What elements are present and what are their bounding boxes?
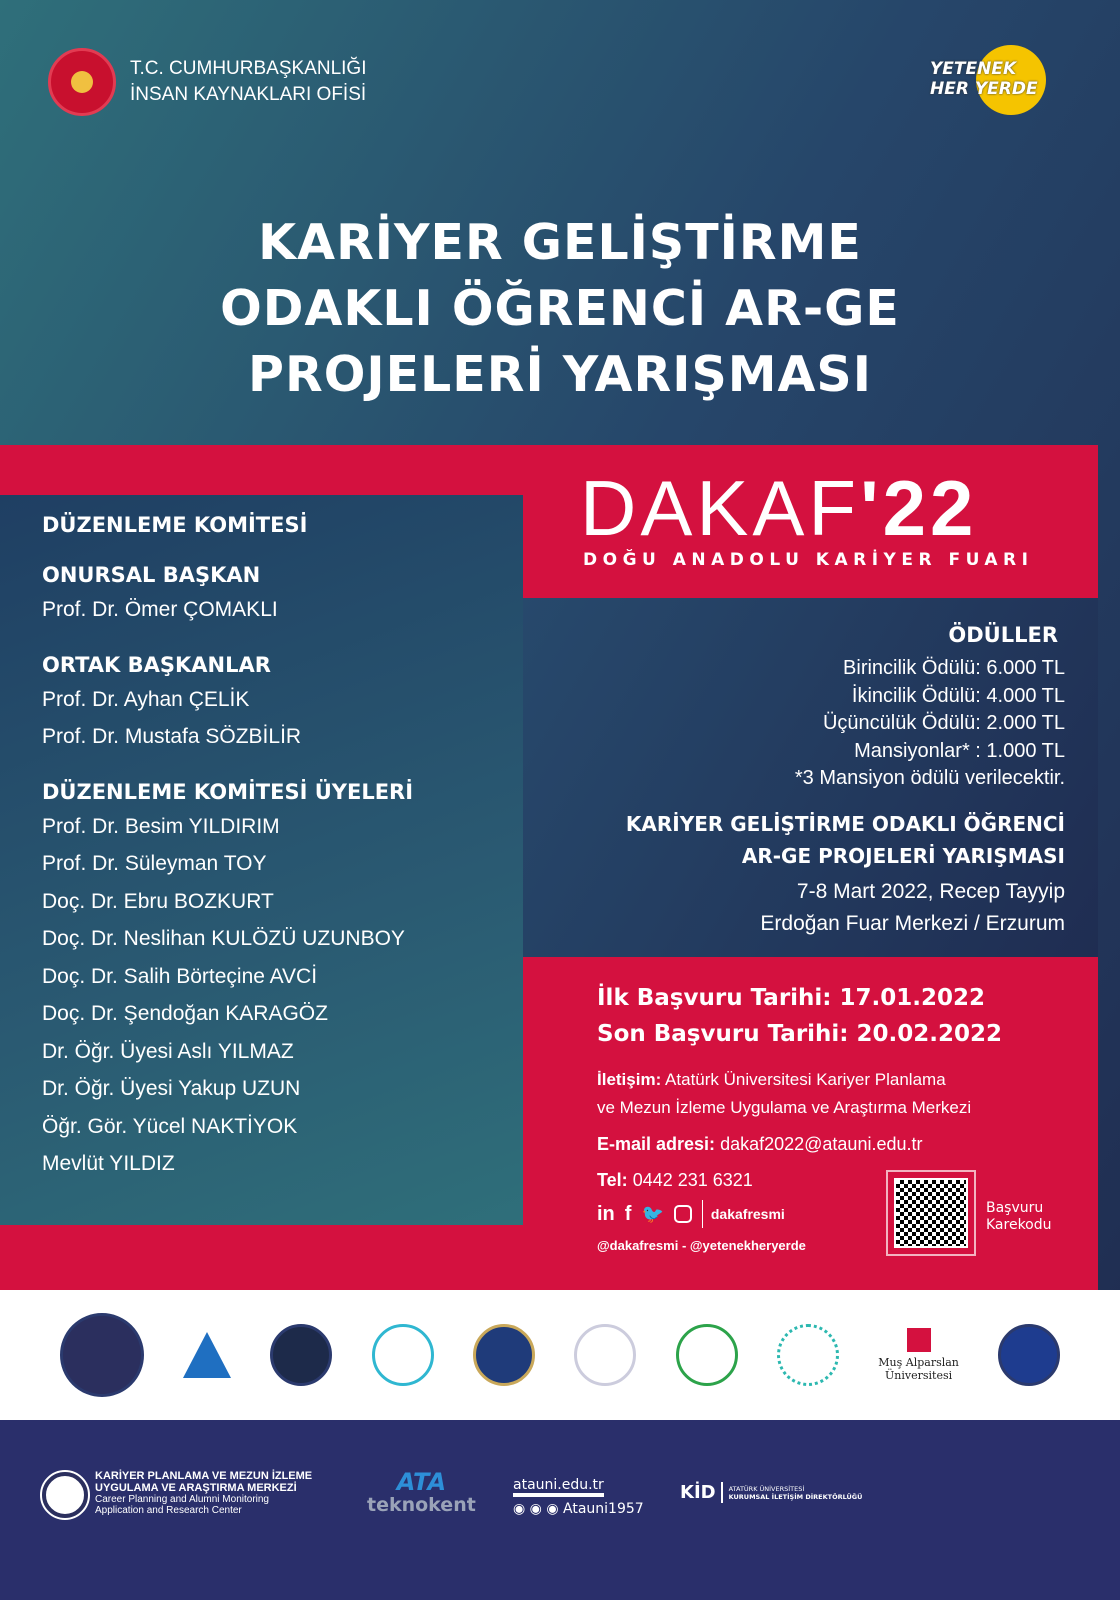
logo-text: teknokent [367, 1494, 476, 1516]
web-info: atauni.edu.tr ◉ ◉ ◉ Atauni1957 [513, 1477, 644, 1517]
award-item: Üçüncülük Ödülü: 2.000 TL [822, 712, 1065, 734]
social-handle[interactable]: dakafresmi [702, 1200, 785, 1228]
event-line: 7-8 Mart 2022, Recep Tayyip [796, 880, 1065, 903]
event-title [626, 808, 1065, 872]
contact-text: ve Mezun İzleme Uygulama ve Araştırma Merkezi [597, 1098, 972, 1117]
logo-text: Üniversitesi [885, 1369, 953, 1382]
bingol-logo [372, 1324, 434, 1386]
awards-heading: ÖDÜLLER [948, 623, 1058, 647]
page-title [0, 210, 1120, 408]
van-yyu-logo [998, 1324, 1060, 1386]
award-item: Mansiyonlar* : 1.000 TL [854, 739, 1065, 762]
section-heading: DÜZENLEME KOMİTESİ ÜYELERİ [42, 779, 414, 804]
member: Doç. Dr. Ebru BOZKURT [42, 889, 274, 913]
member: Prof. Dr. Mustafa SÖZBİLİR [42, 725, 302, 748]
logo-text: DAKAF [580, 464, 861, 552]
award-item: Birincilik Ödülü: 6.000 TL [843, 657, 1065, 679]
center-line: Career Planning and Alumni Monitoring [95, 1494, 269, 1505]
social-handles[interactable]: @dakafresmi - @yetenekheryerde [597, 1238, 806, 1253]
section-heading: ORTAK BAŞKANLAR [42, 652, 271, 677]
logo-year: '22 [860, 464, 978, 552]
twitter-icon[interactable]: 🐦 [641, 1204, 664, 1224]
section-heading: ONURSAL BAŞKAN [42, 563, 261, 587]
application-dates [597, 980, 1002, 1052]
logo-text: KURUMSAL İLETİŞİM DİREKTÖRLÜĞÜ [728, 1492, 863, 1501]
tel-label: Tel: [597, 1170, 628, 1190]
kafkas-logo [777, 1324, 839, 1386]
award-item: İkincilik Ödülü: 4.000 TL [851, 684, 1065, 707]
logo-text: HER YERDE [930, 79, 1038, 99]
ardahan-logo [270, 1324, 332, 1386]
logo-text: KİD [680, 1482, 723, 1503]
kid-logo [680, 1482, 862, 1503]
member: Prof. Dr. Besim YILDIRIM [42, 814, 280, 838]
logo-text: ATATÜRK ÜNİVERSİTESİ [728, 1484, 805, 1493]
member: Prof. Dr. Süleyman TOY [42, 852, 267, 875]
qr-label-line: Karekodu [986, 1217, 1052, 1233]
footer [0, 1420, 1120, 1600]
dakaf-logo [580, 464, 978, 552]
event-line: KARİYER GELİŞTİRME ODAKLI ÖĞRENCİ [625, 812, 1065, 836]
ibrahim-cecen-logo [183, 1332, 231, 1378]
tel-link[interactable]: 0442 231 6321 [632, 1170, 753, 1190]
org-line: T.C. CUMHURBAŞKANLIĞI [130, 58, 367, 79]
center-logo [42, 1472, 88, 1518]
presidency-seal [48, 48, 116, 116]
member: Öğr. Gör. Yücel NAKTİYOK [42, 1114, 298, 1138]
ata-teknokent-logo [367, 1470, 476, 1516]
qr-code[interactable] [886, 1170, 976, 1256]
event-line: AR-GE PROJELERİ YARIŞMASI [741, 844, 1065, 868]
last-date: Son Başvuru Tarihi: 20.02.2022 [597, 1021, 1003, 1047]
title-line: ODAKLI ÖĞRENCİ AR-GE [220, 280, 900, 337]
email-label: E-mail adresi: [597, 1134, 716, 1154]
center-line: UYGULAMA VE ARAŞTIRMA MERKEZİ [95, 1482, 297, 1494]
logo-text: YETENEK [930, 59, 1017, 79]
instagram-icon[interactable] [674, 1205, 692, 1223]
logo-text: Muş Alparslan [878, 1356, 959, 1369]
qr-label [986, 1200, 1052, 1234]
email-link[interactable]: dakaf2022@atauni.edu.tr [720, 1134, 923, 1154]
member: Prof. Dr. Ayhan ÇELİK [42, 687, 250, 711]
member: Mevlüt YILDIZ [42, 1152, 175, 1175]
university-logos [0, 1290, 1120, 1420]
org-name [130, 56, 366, 108]
qr-label-line: Başvuru [986, 1200, 1044, 1216]
awards-list [795, 655, 1065, 793]
facebook-icon[interactable]: f [624, 1203, 632, 1225]
erzurum-teknik-logo [574, 1324, 636, 1386]
member: Doç. Dr. Salih Börteçine AVCİ [42, 964, 318, 988]
center-line: KARİYER PLANLAMA VE MEZUN İZLEME [95, 1470, 313, 1482]
center-line: Application and Research Center [95, 1505, 242, 1516]
logo-text: ATA [396, 1468, 447, 1496]
contact-label: İletişim: [597, 1070, 662, 1089]
member: Prof. Dr. Ömer ÇOMAKLI [42, 598, 278, 621]
member: Doç. Dr. Neslihan KULÖZÜ UZUNBOY [42, 927, 405, 950]
event-date [760, 876, 1065, 940]
member: Dr. Öğr. Üyesi Yakup UZUN [42, 1077, 301, 1100]
member: Dr. Öğr. Üyesi Aslı YILMAZ [42, 1039, 294, 1063]
website-link[interactable]: atauni.edu.tr [513, 1477, 604, 1497]
erzincan-logo [473, 1324, 535, 1386]
org-line: İNSAN KAYNAKLARI OFİSİ [130, 84, 367, 105]
committee-panel [0, 495, 523, 1225]
event-line: Erdoğan Fuar Merkezi / Erzurum [760, 912, 1065, 935]
dakaf-subtitle: DOĞU ANADOLU KARİYER FUARI [583, 550, 1034, 570]
first-date: İlk Başvuru Tarihi: 17.01.2022 [597, 985, 986, 1011]
yetenek-logo [930, 45, 1050, 115]
member: Doç. Dr. Şendoğan KARAGÖZ [42, 1002, 328, 1025]
award-note: *3 Mansiyon ödülü verilecektir. [794, 767, 1065, 789]
contact-text: Atatürk Üniversitesi Kariyer Planlama [665, 1070, 946, 1089]
ataturk-university-logo [60, 1313, 144, 1397]
linkedin-icon[interactable]: in [597, 1203, 615, 1225]
igdir-logo [676, 1324, 738, 1386]
title-line: KARİYER GELİŞTİRME [258, 214, 862, 271]
committee-heading: DÜZENLEME KOMİTESİ [42, 513, 308, 537]
mus-logo [878, 1328, 959, 1382]
title-line: PROJELERİ YARIŞMASI [248, 346, 872, 403]
social-handle[interactable]: Atauni1957 [563, 1501, 644, 1517]
center-name [95, 1470, 312, 1516]
